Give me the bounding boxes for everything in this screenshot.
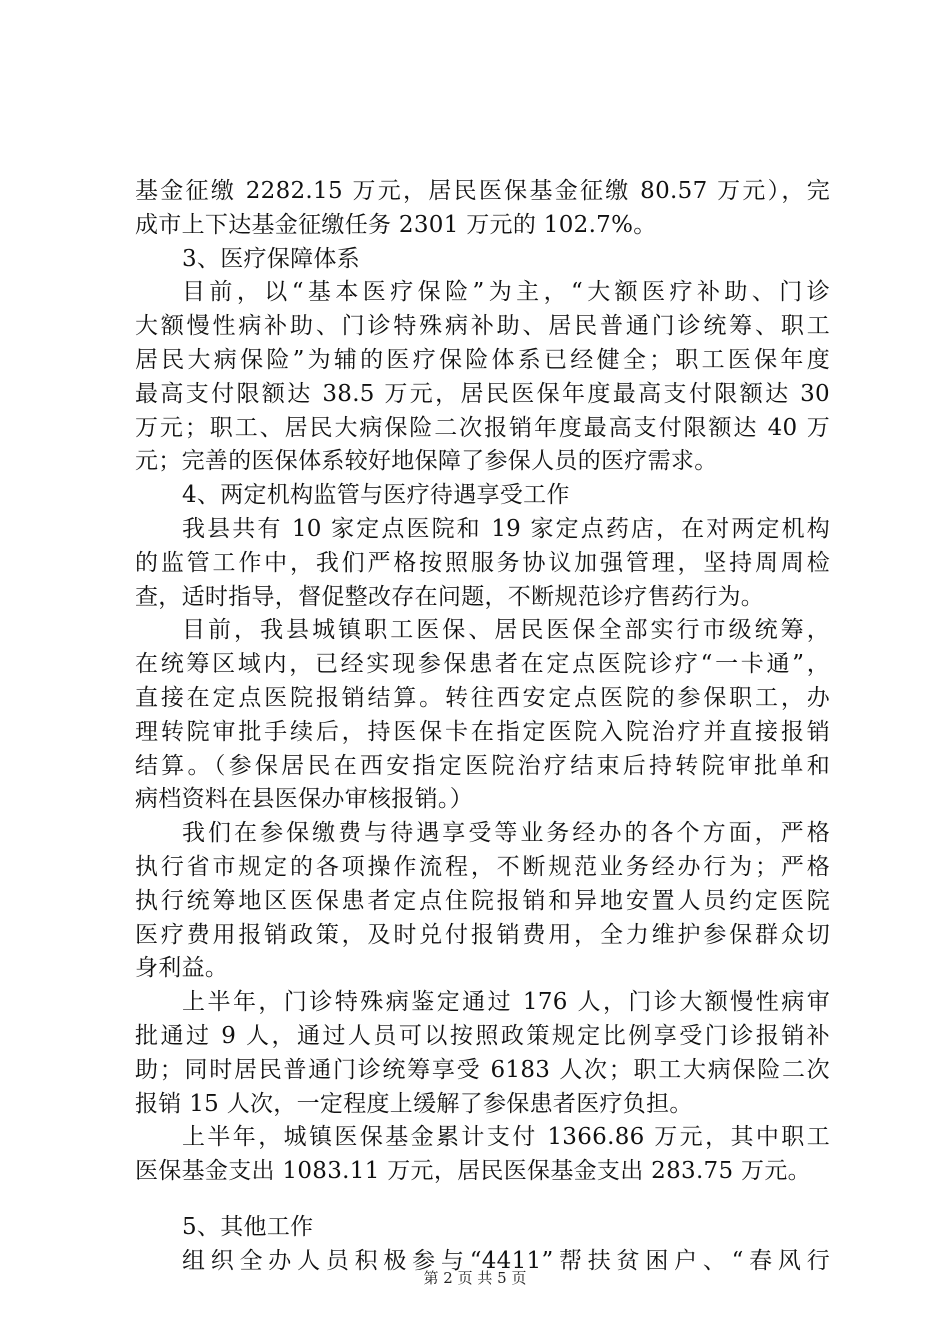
document-body: [135, 175, 835, 1279]
body-line: 结算。（参保居民在西安指定医院治疗结束后持转院审批单和: [135, 752, 830, 779]
body-line: 成市上下达基金征缴任务 2301 万元的 102.7%。: [135, 211, 657, 238]
body-line: 目前，我县城镇职工医保、居民医保全部实行市级统筹，: [182, 617, 830, 644]
body-line: 理转院审批手续后，持医保卡在指定医院入院治疗并直接报销: [135, 718, 830, 745]
body-line: 组织全办人员积极参与“4411”帮扶贫困户、“春风行: [182, 1247, 830, 1274]
body-line: 的监管工作中，我们严格按照服务协议加强管理，坚持周周检: [135, 549, 830, 576]
body-line: 目前，以“基本医疗保险”为主，“大额医疗补助、门诊: [182, 279, 830, 306]
body-line: 居民大病保险”为辅的医疗保险体系已经健全；职工医保年度: [135, 346, 830, 373]
body-line: 助；同时居民普通门诊统筹享受 6183 人次；职工大病保险二次: [135, 1056, 830, 1083]
body-line: 执行统筹地区医保患者定点住院报销和异地安置人员约定医院: [135, 887, 830, 914]
body-line: 病档资料在县医保办审核报销。）: [135, 786, 473, 813]
body-line: 元；完善的医保体系较好地保障了参保人员的医疗需求。: [135, 448, 718, 475]
body-line: 万元；职工、居民大病保险二次报销年度最高支付限额达 40 万: [135, 414, 830, 441]
body-line: 在统筹区域内，已经实现参保患者在定点医院诊疗“一卡通”，: [135, 651, 830, 678]
body-line: 大额慢性病补助、门诊特殊病补助、居民普通门诊统筹、职工: [135, 313, 830, 340]
body-line: 医保基金支出 1083.11 万元，居民医保基金支出 283.75 万元。: [135, 1158, 811, 1185]
section-heading-4: 4、两定机构监管与医疗待遇享受工作: [182, 482, 570, 509]
body-line: 直接在定点医院报销结算。转往西安定点医院的参保职工，办: [135, 684, 830, 711]
body-line: 报销 15 人次，一定程度上缓解了参保患者医疗负担。: [135, 1090, 693, 1117]
body-line: 批通过 9 人，通过人员可以按照政策规定比例享受门诊报销补: [135, 1022, 830, 1049]
body-line: 执行省市规定的各项操作流程，不断规范业务经办行为；严格: [135, 853, 830, 880]
section-heading-3: 3、医疗保障体系: [182, 245, 361, 272]
body-line: 上半年，门诊特殊病鉴定通过 176 人，门诊大额慢性病审: [182, 989, 830, 1016]
body-line: 最高支付限额达 38.5 万元，居民医保年度最高支付限额达 30: [135, 380, 830, 407]
body-line: 医疗费用报销政策，及时兑付报销费用，全力维护参保群众切: [135, 921, 830, 948]
body-line: 我们在参保缴费与待遇享受等业务经办的各个方面，严格: [182, 820, 830, 847]
body-line: 我县共有 10 家定点医院和 19 家定点药店，在对两定机构: [182, 515, 830, 542]
paragraph-gap: [135, 1189, 835, 1211]
body-line: 基金征缴 2282.15 万元，居民医保基金征缴 80.57 万元），完: [135, 178, 830, 204]
body-line: 上半年，城镇医保基金累计支付 1366.86 万元，其中职工: [182, 1124, 830, 1151]
section-heading-5: 5、其他工作: [182, 1213, 314, 1240]
page-number-footer: 第 2 页 共 5 页: [423, 1269, 527, 1287]
body-line: 身利益。: [135, 955, 229, 982]
body-line: 查，适时指导，督促整改存在问题，不断规范诊疗售药行为。: [135, 583, 765, 610]
